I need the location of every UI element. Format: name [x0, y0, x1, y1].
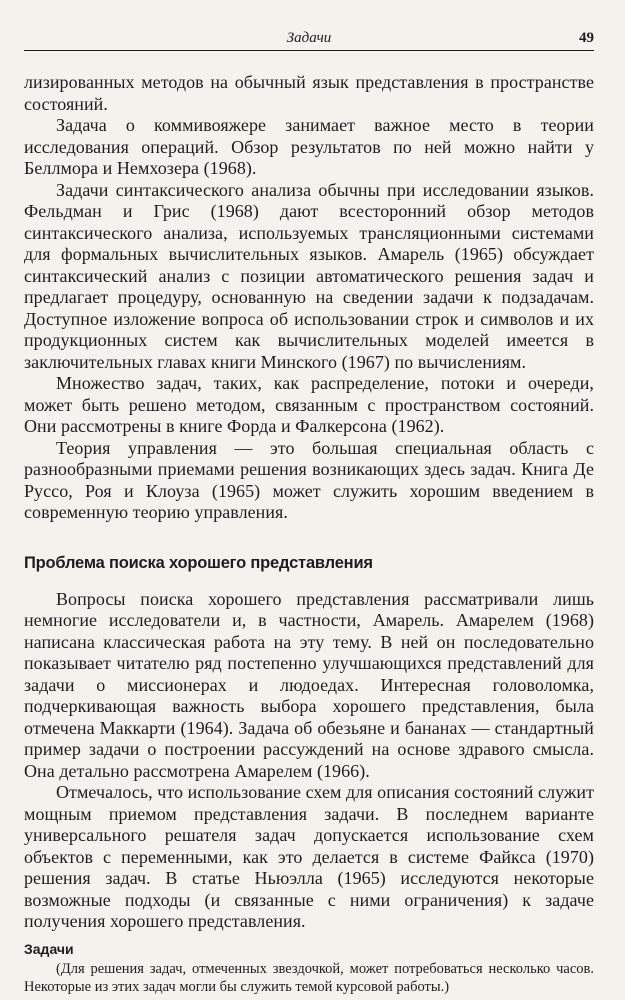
paragraph: Вопросы поиска хорошего представления рассматривали лишь немногие исследователи и, в частности, Амарель. Амарелем (1968) написана классическая работа на эту тему. В ней он последовательно показывает читателю ряд постепенно улучшающихся представлений для задачи о миссионерах и людоедах. Интересная головоломка, подчеркивающая важность выбора хорошего представления, была отмечена Маккарти (1964). Задача об обезьяне и бананах — стандартный пример задачи о построении рассуждений на основе здравого смысла. Она детально рассмотрена Амарелем (1966).	[24, 588, 594, 781]
running-header	[24, 30, 594, 51]
paragraph: Отмечалось, что использование схем для описания состояний служит мощным приемом представления задачи. В последнем варианте универсального решателя задач допускается использование схем объектов с переменными, как это делается в системе Файкса (1970) решения задач. В статье Ньюэлла (1965) исследуются некоторые возможные подходы (и связанные с ними ограничения) к задаче получения хорошего представления.	[24, 782, 594, 931]
paragraph: Теория управления — это большая специальная область с разнообразными приемами решения возникающих здесь задач. Книга Де Руссо, Роя и Клоуза (1965) может служить хорошим введением в современную теорию управления.	[24, 437, 594, 522]
problems-note: (Для решения задач, отмеченных звездочкой, может потребоваться несколько часов. Некоторые из этих задач могли бы служить темой курсовой работы.)	[24, 960, 594, 995]
problems-heading: Задачи	[24, 940, 74, 957]
page-number: 49	[579, 30, 594, 46]
running-title: Задачи	[286, 30, 332, 46]
paragraph: лизированных методов на обычный язык представления в пространстве состояний.	[24, 72, 594, 114]
paragraph: Множество задач, таких, как распределение, потоки и очереди, может быть решено методом, связанным с пространством состояний. Они рассмотрены в книге Форда и Фалкерсона (1962).	[24, 373, 594, 436]
paragraph: Задача о коммивояжере занимает важное место в теории исследования операций. Обзор результатов по ней можно найти у Беллмора и Немхозера (1968).	[24, 115, 594, 178]
page-body	[24, 72, 594, 996]
section-heading: Проблема поиска хорошего представления	[24, 553, 373, 572]
paragraph: Задачи синтаксического анализа обычны при исследовании языков. Фельдман и Грис (1968) дают всесторонний обзор методов синтаксического анализа, используемых трансляционными системами для формальных вычислительных языков. Амарель (1965) обсуждает синтаксический анализ с позиции автоматического решения задач и предлагает процедуру, основанную на сведении задачи к подзадачам. Доступное изложение вопроса об использовании строк и символов и их продукционных систем как вычислительных моделей имеется в заключительных главах книги Минского (1967) по вычислениям.	[24, 179, 594, 372]
